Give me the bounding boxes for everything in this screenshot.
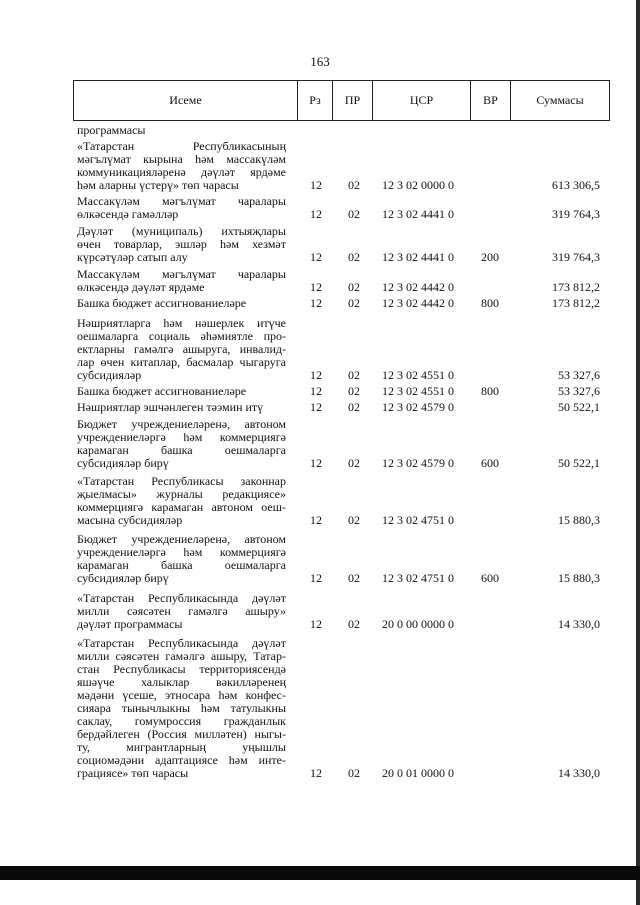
cell-csr: 12 3 02 4441 0 [382,207,454,221]
row-name-line: Дәүләт (муниципаль) ихтыяҗлары [77,225,286,238]
table-row [0,297,640,310]
table-row [0,268,640,294]
cell-rz: 12 [310,368,322,382]
row-name-line: бердәйлеген (Россия милләтен) ныгы- [77,728,286,741]
row-name-line: өлкәсендә дәүләт ярдәме [77,281,205,294]
cell-rz: 12 [310,400,322,414]
row-name-line: социомәдәни адаптациясе һәм инте- [77,754,286,767]
header-vr: ВР [471,81,511,120]
cell-csr: 12 3 02 4442 0 [382,280,454,294]
cell-csr: 12 3 02 4551 0 [382,368,454,382]
row-name [77,533,286,585]
row-name-line: «Татарстан Республикасында дәүләт [77,592,286,605]
row-name [77,124,286,137]
cell-rz: 12 [310,513,322,527]
cell-pr: 02 [348,296,360,310]
cell-sum: 319 764,3 [552,250,600,264]
cell-sum: 14 330,0 [558,766,600,780]
cell-rz: 12 [310,766,322,780]
cell-rz: 12 [310,280,322,294]
row-name-line: Башка бюджет ассигнованиеләре [77,385,247,398]
cell-csr: 12 3 02 4442 0 [382,296,454,310]
header-name: Исеме [74,81,298,120]
row-name-line: карамаган башка оешмаларга [77,559,286,572]
cell-sum: 173 812,2 [552,280,600,294]
row-name [77,225,286,264]
cell-pr: 02 [348,280,360,294]
cell-csr: 12 3 02 4551 0 [382,384,454,398]
row-name-line: күрсәтүләр сатып алу [77,251,188,264]
row-name-line: Массакүләм мәгълүмат чаралары [77,195,286,208]
row-name-line: «Татарстан Республикасы законнар [77,475,286,488]
row-name-line: карамаган башка оешмаларга [77,444,286,457]
row-name-line: Бюджет учреждениеләренә, автоном [77,533,286,546]
cell-vr: 800 [481,384,499,398]
cell-csr: 12 3 02 0000 0 [382,178,454,192]
row-name [77,592,286,631]
row-name-line: мәгълүмат кырына һәм массакүләм [77,153,286,166]
cell-csr: 12 3 02 4579 0 [382,456,454,470]
table-row [0,225,640,264]
cell-pr: 02 [348,766,360,780]
scan-edge [636,0,640,905]
cell-sum: 53 327,6 [558,368,600,382]
header-csr: ЦСР [373,81,471,120]
row-name [77,297,286,310]
row-name-line: субсидияләр бирү [77,457,169,470]
cell-rz: 12 [310,207,322,221]
cell-pr: 02 [348,384,360,398]
row-name-line: дәүләт программасы [77,618,183,631]
cell-sum: 14 330,0 [558,617,600,631]
scan-bottom-bar [0,866,640,880]
cell-vr: 200 [481,250,499,264]
row-name-line: мәдәни үсеше, этносара һәм конфес- [77,689,286,702]
row-name-line: коммерциягә карамаган автоном оеш- [77,501,286,514]
cell-sum: 50 522,1 [558,400,600,414]
row-name [77,637,286,780]
row-name-line: җыелмасы» журналы редакциясе» [77,488,286,501]
cell-pr: 02 [348,207,360,221]
table-row [0,385,640,398]
row-name-line: өлкәсендә гамәлләр [77,208,179,221]
row-name-line: Бюджет учреждениеләренә, автоном [77,418,286,431]
row-name-line: масына субсидияләр [77,514,183,527]
row-name-line: стан Республикасы территориясендә [77,663,286,676]
cell-pr: 02 [348,456,360,470]
table-row [0,637,640,780]
cell-csr: 12 3 02 4751 0 [382,513,454,527]
cell-rz: 12 [310,296,322,310]
cell-csr: 12 3 02 4751 0 [382,571,454,585]
row-name-line: учреждениеләргә һәм коммерциягә [77,431,286,444]
row-name-line: өчен товарлар, эшләр һәм хезмәт [77,238,286,251]
header-rz: Рз [298,81,333,120]
row-name-line: Нәшриятлар эшчәнлеген тәэмин итү [77,401,264,414]
page-number: 163 [310,54,330,69]
cell-csr: 20 0 01 0000 0 [382,766,454,780]
row-name-line: Массакүләм мәгълүмат чаралары [77,268,286,281]
cell-pr: 02 [348,617,360,631]
row-name-line: һәм аларны үстерү» төп чарасы [77,179,239,192]
row-name-line: субсидияләр бирү [77,572,169,585]
cell-pr: 02 [348,571,360,585]
cell-vr: 600 [481,456,499,470]
row-name [77,385,286,398]
cell-sum: 173 812,2 [552,296,600,310]
row-name-line: милли сәясәтен гамәлгә ашыру» [77,605,286,618]
row-name-line: «Татарстан Республикасының [77,140,286,153]
row-name [77,140,286,192]
row-name-line: милли сәясәтен гамәлгә ашыру, Татар- [77,650,286,663]
row-name [77,401,286,414]
cell-rz: 12 [310,456,322,470]
table-row [0,195,640,221]
cell-csr: 20 0 00 0000 0 [382,617,454,631]
cell-sum: 613 306,5 [552,178,600,192]
row-name-line: субсидияләр [77,369,142,382]
cell-csr: 12 3 02 4579 0 [382,400,454,414]
table-row [0,140,640,192]
table-row [0,592,640,631]
row-name-line: Нәшриятларга һәм нәшерлек итүче [77,317,286,330]
row-name [77,418,286,470]
cell-pr: 02 [348,513,360,527]
table-row [0,401,640,414]
row-name-line: саклау, гомумроссия гражданлык [77,715,286,728]
cell-vr: 800 [481,296,499,310]
row-name-line: ту, мигрантларның уңышлы [77,741,286,754]
cell-rz: 12 [310,384,322,398]
table-row [0,475,640,527]
row-name-line: оешмаларга социаль әһәмиятле про- [77,330,286,343]
row-name-line: ектларны гамәлгә ашыруга, инвалид- [77,343,286,356]
header-sum: Суммасы [536,93,584,107]
row-name [77,195,286,221]
cell-sum: 50 522,1 [558,456,600,470]
cell-rz: 12 [310,178,322,192]
row-name-line: программасы [77,124,146,137]
cell-sum: 319 764,3 [552,207,600,221]
cell-vr: 600 [481,571,499,585]
cell-pr: 02 [348,250,360,264]
row-name-line: Башка бюджет ассигнованиеләре [77,297,247,310]
row-name [77,475,286,527]
row-name [77,268,286,294]
row-name-line: коммуникацияләренә дәүләт ярдәме [77,166,286,179]
row-name-line: грациясе» төп чарасы [77,767,189,780]
table-row [0,317,640,382]
cell-sum: 15 880,3 [558,571,600,585]
row-name-line: лар өчен китаплар, басмалар чыгаруга [77,356,286,369]
row-name-line: «Татарстан Республикасында дәүләт [77,637,286,650]
row-name-line: учреждениеләргә һәм коммерциягә [77,546,286,559]
row-name-line: яшәүче халыклар вәкилләренең [77,676,286,689]
cell-pr: 02 [348,400,360,414]
header-pr: ПР [333,81,373,120]
cell-rz: 12 [310,617,322,631]
cell-rz: 12 [310,250,322,264]
cell-pr: 02 [348,178,360,192]
cell-pr: 02 [348,368,360,382]
cell-rz: 12 [310,571,322,585]
row-name [77,317,286,382]
cell-sum: 15 880,3 [558,513,600,527]
cell-csr: 12 3 02 4441 0 [382,250,454,264]
table-row [0,418,640,470]
row-name-line: сияара тынычлыкны һәм татулыкны [77,702,286,715]
cell-sum: 53 327,6 [558,384,600,398]
table-row [0,533,640,585]
